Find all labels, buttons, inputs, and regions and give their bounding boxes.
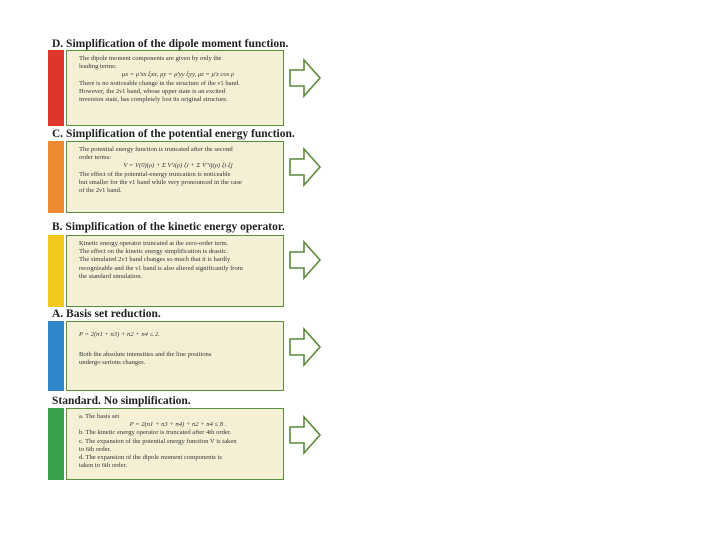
section-b-line: The simulated 2ν1 band changes so much that it is hardly <box>79 256 231 264</box>
section-b-line: The effect on the kinetic energy simplification is drastic. <box>79 248 228 256</box>
section-a-line: undergo serious changes. <box>79 359 146 367</box>
right-arrow-icon <box>288 145 322 189</box>
section-b-line: Kinetic energy operator truncated at the zero-order term. <box>79 240 229 247</box>
right-arrow-icon <box>288 413 322 457</box>
section-c-line: The effect of the potential-energy truncation is noticeable <box>79 170 231 178</box>
section-c-equation: V = V(0)(ρ) + Σ V'i(ρ) ξi + Σ V''ij(ρ) ξi ξj <box>123 162 233 170</box>
section-standard-line: c. The expansion of the potential energy function V is taken <box>79 437 237 445</box>
section-d-color-bar <box>48 50 64 126</box>
section-a-heading: A. Basis set reduction. <box>52 308 161 320</box>
section-standard-line: a. The basis set <box>79 413 120 420</box>
section-a-line: Both the absolute intensities and the line positions <box>79 351 212 359</box>
section-c-line: but smaller for the ν1 band while very pronounced in the case <box>79 178 242 186</box>
section-a-color-bar <box>48 321 64 391</box>
right-arrow-icon <box>288 56 322 100</box>
section-standard-line: d. The expansion of the dipole moment components is <box>79 454 222 462</box>
section-standard-box <box>66 408 284 480</box>
section-a-equation: P = 2(n1 + n3) + n2 + n4 ≤ 2. <box>79 331 160 338</box>
section-b-line: recognizable and the ν1 band is also altered significantly from <box>79 264 243 272</box>
section-d-equation: μx = μ'xx ξxx, μy = μ'yy ξyy, μz = μ'z cos ρ <box>121 71 235 79</box>
section-d-heading: D. Simplification of the dipole moment function. <box>52 38 289 50</box>
section-d-line: inversion state, has completely lost its original structure. <box>79 96 228 104</box>
section-a-box <box>66 321 284 391</box>
section-b-heading: B. Simplification of the kinetic energy operator. <box>52 221 285 233</box>
section-d-line: There is no noticeable change in the structure of the ν1 band. <box>79 79 240 87</box>
section-c-line: The potential energy function is truncated after the second <box>79 146 233 153</box>
section-standard-line: taken to 6th order. <box>79 462 127 470</box>
right-arrow-icon <box>288 238 322 282</box>
section-d-line: The dipole moment components are given by only the <box>79 55 222 62</box>
section-standard-line: to 6th order. <box>79 445 112 453</box>
section-standard-equation: P = 2(n1 + n3 + n4) + n2 + n4 ≤ 8 . <box>129 421 227 429</box>
section-b-color-bar <box>48 235 64 307</box>
section-c-heading: C. Simplification of the potential energy function. <box>52 128 295 140</box>
section-d-line: However, the 2ν1 band, whose upper state is an excited <box>79 87 226 95</box>
section-c-color-bar <box>48 141 64 213</box>
section-standard-color-bar <box>48 408 64 480</box>
section-c-line: order terms: <box>79 154 112 162</box>
section-d-line: leading terms: <box>79 63 117 71</box>
section-c-line: of the 2ν1 band. <box>79 187 122 195</box>
section-b-box <box>66 235 284 307</box>
section-standard-heading: Standard. No simplification. <box>52 395 191 407</box>
section-b-line: the standard simulation. <box>79 272 143 280</box>
section-c-box <box>66 141 284 213</box>
right-arrow-icon <box>288 325 322 369</box>
section-standard-line: b. The kinetic energy operator is truncated after 4th order. <box>79 429 232 437</box>
section-d-box <box>66 50 284 126</box>
